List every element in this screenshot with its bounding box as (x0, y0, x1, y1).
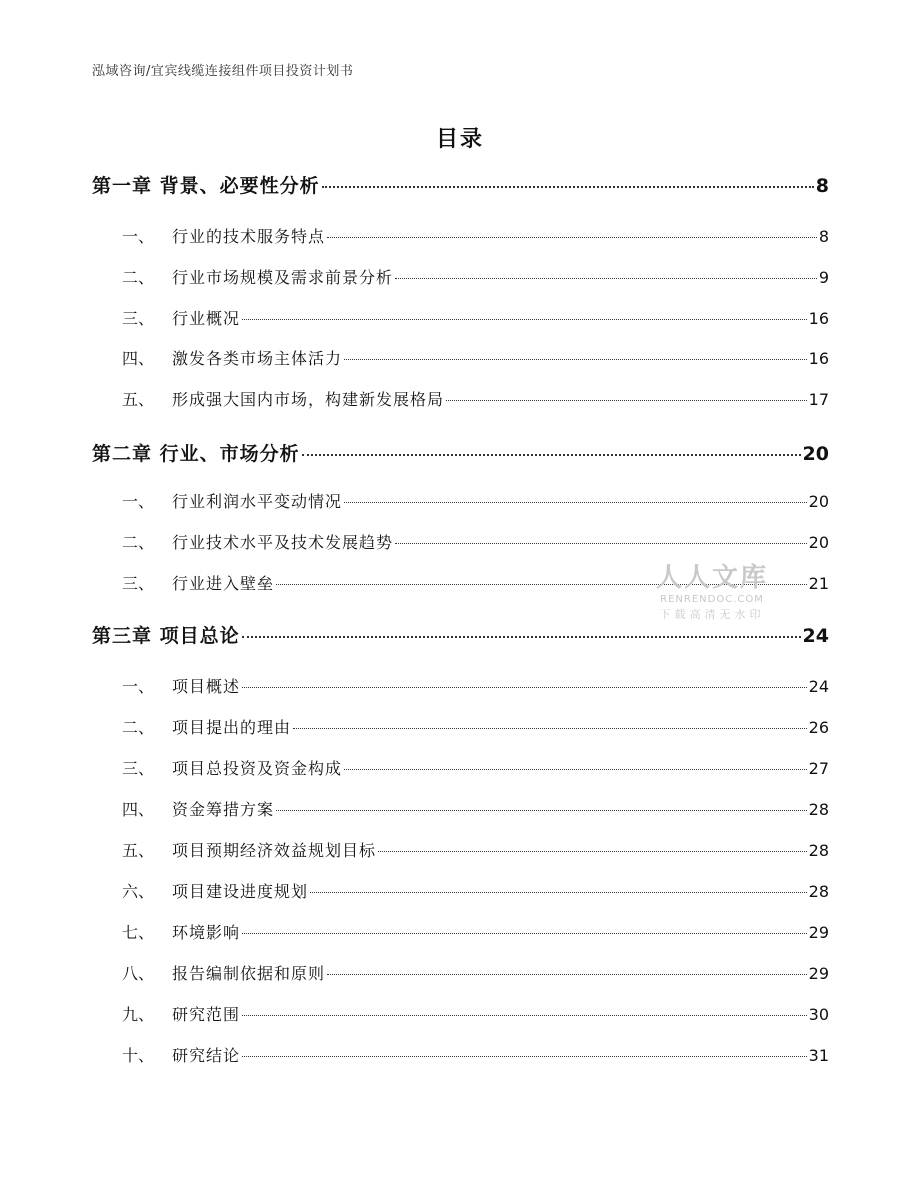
toc-page-number: 29 (808, 964, 829, 983)
toc-dot-leader (276, 810, 807, 811)
toc-dot-leader (242, 636, 801, 638)
toc-chapter-entry[interactable] (92, 621, 829, 648)
toc-entry-label: 报告编制依据和原则 (172, 964, 326, 983)
toc-entry-number: 一、 (122, 492, 155, 511)
toc-entry-label: 行业概况 (172, 309, 241, 328)
toc-section-entry[interactable] (92, 1002, 829, 1025)
toc-section-entry[interactable] (92, 879, 829, 902)
toc-entry-label: 项目概述 (172, 677, 241, 696)
toc-section-entry[interactable] (92, 306, 829, 329)
toc-dot-leader (276, 584, 807, 585)
toc-page-number: 20 (808, 533, 829, 552)
toc-entry-number: 八、 (122, 964, 155, 983)
page-header: 泓域咨询/宜宾线缆连接组件项目投资计划书 (92, 64, 354, 79)
toc-dot-leader (327, 974, 807, 975)
toc-entry-number: 九、 (122, 1005, 155, 1024)
toc-entry-label: 第一章 背景、必要性分析 (92, 175, 320, 197)
toc-entry-label: 行业技术水平及技术发展趋势 (172, 533, 394, 552)
toc-dot-leader (242, 687, 807, 688)
toc-entry-number: 六、 (122, 882, 155, 901)
toc-entry-number: 二、 (122, 533, 155, 552)
page-title: 目录 (435, 127, 484, 152)
toc-section-entry[interactable] (92, 571, 829, 594)
toc-section-entry[interactable] (92, 961, 829, 984)
toc-dot-leader (242, 1015, 807, 1016)
toc-entry-number: 三、 (122, 759, 155, 778)
toc-section-entry[interactable] (92, 346, 829, 369)
toc-entry-number: 十、 (122, 1046, 155, 1065)
toc-entry-number: 二、 (122, 268, 155, 287)
toc-page-number: 8 (815, 175, 829, 197)
toc-page-number: 17 (808, 390, 829, 409)
toc-page-number: 28 (808, 800, 829, 819)
toc-dot-leader (327, 237, 817, 238)
toc-section-entry[interactable] (92, 530, 829, 553)
toc-section-entry[interactable] (92, 797, 829, 820)
toc-entry-number: 三、 (122, 309, 155, 328)
toc-dot-leader (344, 502, 807, 503)
toc-page-number: 30 (808, 1005, 829, 1024)
toc-dot-leader (302, 454, 801, 456)
toc-page-number: 24 (808, 677, 829, 696)
toc-page-number: 9 (818, 268, 829, 287)
toc-dot-leader (242, 1056, 807, 1057)
toc-section-entry[interactable] (92, 920, 829, 943)
toc-page-number: 16 (808, 349, 829, 368)
toc-entry-number: 五、 (122, 390, 155, 409)
toc-section-entry[interactable] (92, 756, 829, 779)
toc-dot-leader (344, 359, 807, 360)
toc-entry-label: 第二章 行业、市场分析 (92, 443, 300, 465)
toc-page-number: 24 (802, 625, 829, 647)
toc-section-entry[interactable] (92, 838, 829, 861)
toc-dot-leader (378, 851, 807, 852)
toc-entry-number: 七、 (122, 923, 155, 942)
toc-entry-number: 三、 (122, 574, 155, 593)
toc-entry-label: 资金筹措方案 (172, 800, 275, 819)
toc-page-number: 26 (808, 718, 829, 737)
watermark-sub: 下载高清无水印 (659, 608, 765, 621)
toc-dot-leader (344, 769, 807, 770)
toc-dot-leader (446, 400, 807, 401)
watermark-url: RENRENDOC.COM (660, 594, 764, 605)
toc-chapter-entry[interactable] (92, 171, 829, 198)
toc-entry-label: 激发各类市场主体活力 (172, 349, 343, 368)
toc-page-number: 29 (808, 923, 829, 942)
watermark-main: 人人文库 (655, 563, 768, 593)
toc-dot-leader (242, 319, 807, 320)
toc-dot-leader (310, 892, 807, 893)
toc-section-entry[interactable] (92, 715, 829, 738)
toc-dot-leader (395, 543, 807, 544)
toc-section-entry[interactable] (92, 489, 829, 512)
toc-dot-leader (242, 933, 807, 934)
toc-section-entry[interactable] (92, 674, 829, 697)
toc-page-number: 31 (808, 1046, 829, 1065)
toc-entry-label: 项目总投资及资金构成 (172, 759, 343, 778)
toc-page-number: 16 (808, 309, 829, 328)
toc-entry-number: 一、 (122, 227, 155, 246)
toc-entry-label: 项目建设进度规划 (172, 882, 309, 901)
toc-entry-label: 行业利润水平变动情况 (172, 492, 343, 511)
toc-page-number: 28 (808, 841, 829, 860)
toc-entry-number: 四、 (122, 800, 155, 819)
toc-entry-label: 第三章 项目总论 (92, 625, 240, 647)
toc-page-number: 20 (802, 443, 829, 465)
toc-entry-number: 二、 (122, 718, 155, 737)
toc-section-entry[interactable] (92, 387, 829, 410)
toc-entry-label: 行业进入壁垒 (172, 574, 275, 593)
toc-entry-number: 四、 (122, 349, 155, 368)
toc-entry-label: 形成强大国内市场，构建新发展格局 (172, 390, 445, 409)
toc-entry-number: 一、 (122, 677, 155, 696)
toc-page-number: 21 (808, 574, 829, 593)
toc-chapter-entry[interactable] (92, 439, 829, 466)
toc-entry-label: 环境影响 (172, 923, 241, 942)
toc-entry-label: 研究结论 (172, 1046, 241, 1065)
toc-entry-label: 研究范围 (172, 1005, 241, 1024)
toc-page-number: 20 (808, 492, 829, 511)
toc-section-entry[interactable] (92, 224, 829, 247)
toc-entry-number: 五、 (122, 841, 155, 860)
toc-page-number: 8 (818, 227, 829, 246)
toc-dot-leader (322, 186, 814, 188)
toc-section-entry[interactable] (92, 1043, 829, 1066)
toc-dot-leader (395, 278, 817, 279)
toc-entry-label: 项目预期经济效益规划目标 (172, 841, 377, 860)
toc-page-number: 27 (808, 759, 829, 778)
toc-entry-label: 行业市场规模及需求前景分析 (172, 268, 394, 287)
toc-entry-label: 项目提出的理由 (172, 718, 292, 737)
toc-entry-label: 行业的技术服务特点 (172, 227, 326, 246)
toc-dot-leader (293, 728, 807, 729)
toc-page-number: 28 (808, 882, 829, 901)
toc-section-entry[interactable] (92, 265, 829, 288)
